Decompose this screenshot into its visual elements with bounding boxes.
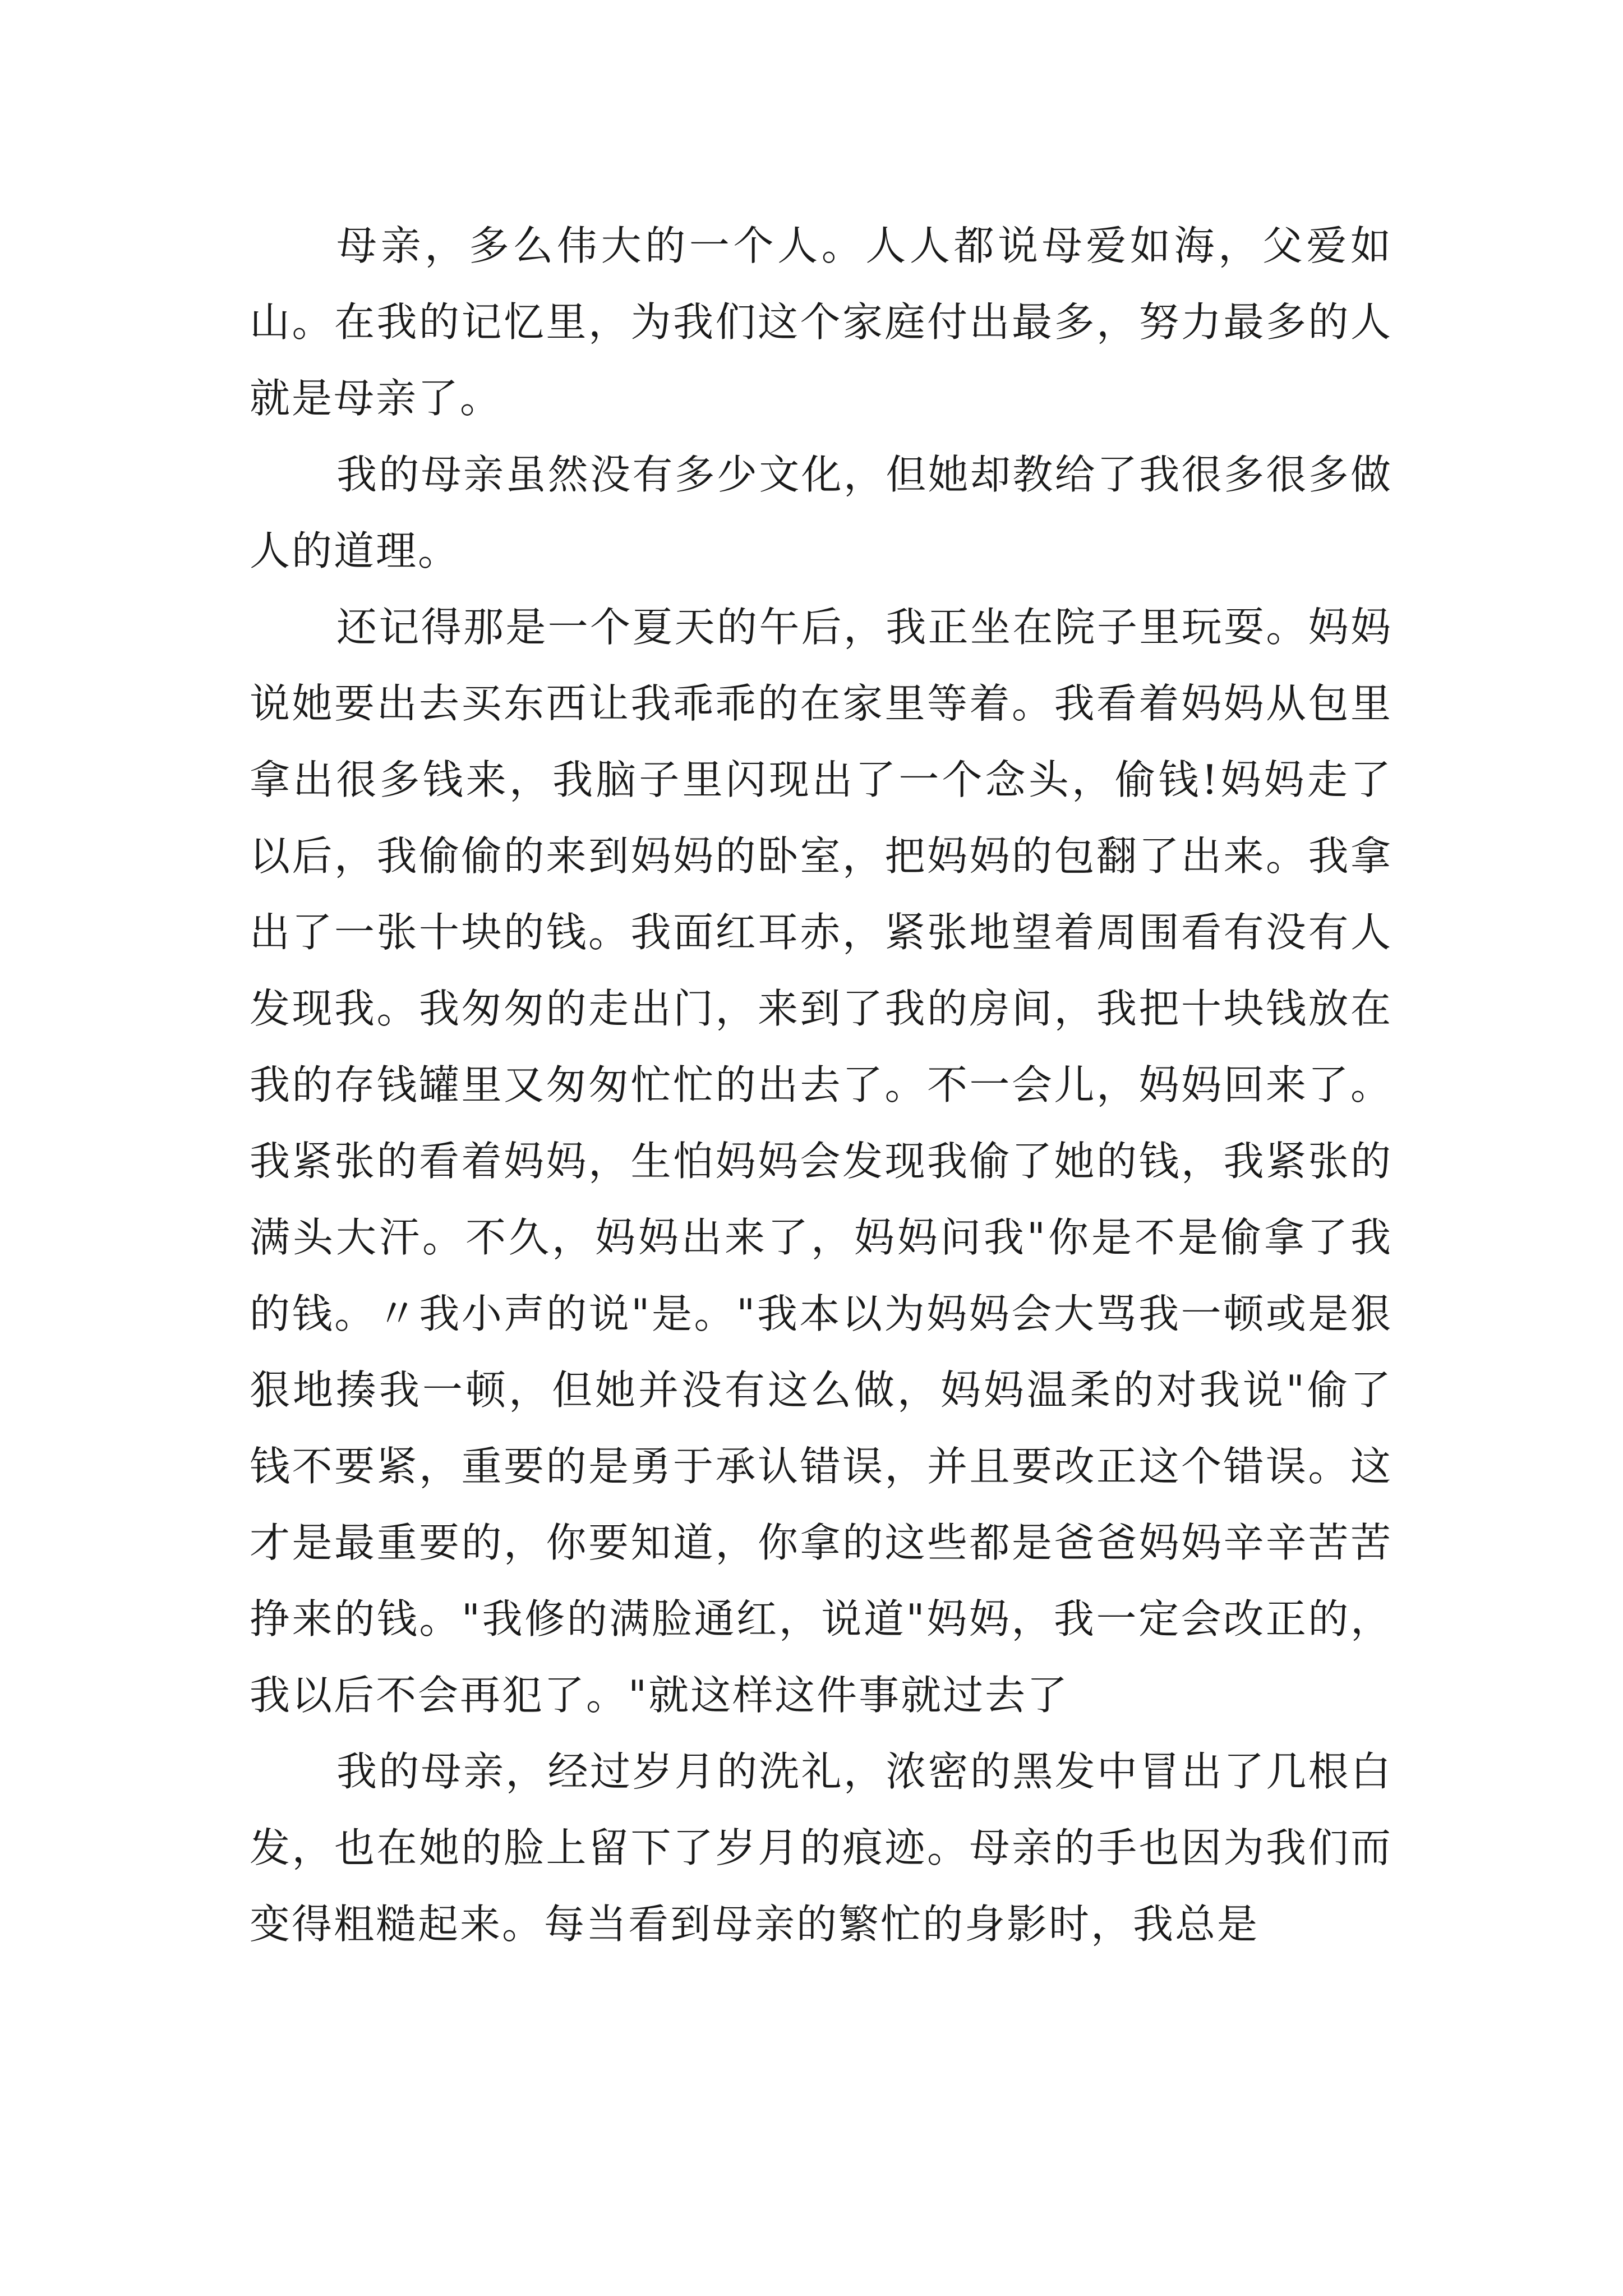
paragraph-2: 我的母亲虽然没有多少文化，但她却教给了我很多很多做人的道理。 [250, 451, 1393, 574]
paragraph-3: 还记得那是一个夏天的午后，我正坐在院子里玩耍。妈妈说她要出去买东西让我乖乖的在家里等着。我看着妈妈从包里拿出很多钱来，我脑子里闪现出了一个念头，偷钱!妈妈走了以后，我偷偷的来到妈妈的卧室，把妈妈的包翻了出来。我拿出了一张十块的钱。我面红耳赤，紧张地望着周围看有没有人发现我。我匆匆的走出门，来到了我的房间，我把十块钱放在我的存钱罐里又匆匆忙忙的出去了。不一会儿，妈妈回来了。我紧张的看着妈妈，生怕妈妈会发现我偷了她的钱，我紧张的满头大汗。不久，妈妈出来了，妈妈问我"你是不是偷拿了我的钱。〃我小声的说"是。"我本以为妈妈会大骂我一顿或是狠狠地揍我一顿，但她并没有这么做，妈妈温柔的对我说"偷了钱不要紧，重要的是勇于承认错误，并且要改正这个错误。这才是最重要的，你要知道，你拿的这些都是爸爸妈妈辛辛苦苦挣来的钱。"我修的满脸通红，说道"妈妈，我一定会改正的，我以后不会再犯了。"就这样这件事就过去了 [250, 604, 1393, 1719]
paragraph-1: 母亲，多么伟大的一个人。人人都说母爱如海，父爱如山。在我的记忆里，为我们这个家庭付出最多，努力最多的人就是母亲了。 [250, 222, 1393, 422]
paragraph-4: 我的母亲，经过岁月的洗礼，浓密的黑发中冒出了几根白发，也在她的脸上留下了岁月的痕迹。母亲的手也因为我们而变得粗糙起来。每当看到母亲的繁忙的身影时，我总是 [250, 1748, 1393, 1948]
document-body [250, 208, 1393, 1962]
